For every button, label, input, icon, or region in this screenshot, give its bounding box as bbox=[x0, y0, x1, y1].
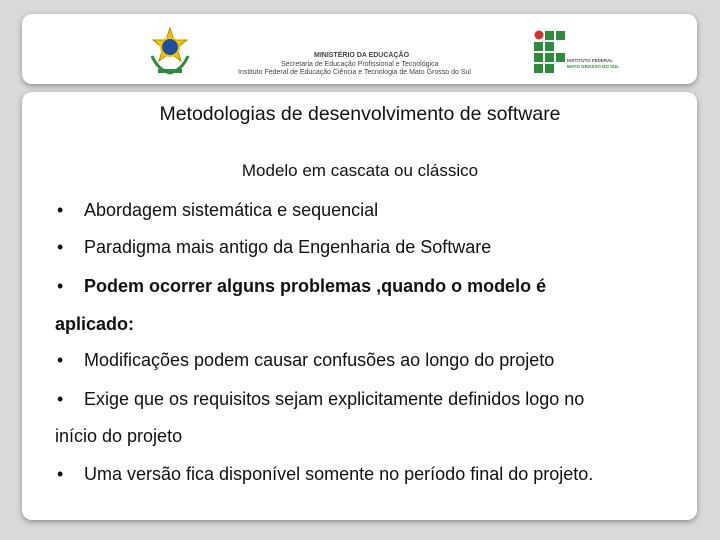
list-item-continuation: aplicado: bbox=[55, 314, 135, 334]
ministry-header-text bbox=[238, 52, 498, 78]
if-logo-line2: MATO GROSSO DO SUL bbox=[567, 64, 620, 69]
if-logo bbox=[534, 30, 566, 74]
institute-label: Instituto Federal de Educação Ciência e Tecnologia de Mato Grosso do Sul bbox=[238, 69, 471, 76]
list-item: Modificações podem causar confusões ao longo do projeto bbox=[84, 350, 555, 370]
brazil-coat-of-arms-logo bbox=[144, 26, 196, 78]
slide-title: Metodologias de desenvolvimento de software bbox=[159, 103, 561, 125]
list-item: Exige que os requisitos sejam explicitamente definidos logo no bbox=[84, 389, 585, 409]
bullet-icon: • bbox=[57, 200, 64, 220]
bullet-icon: • bbox=[57, 389, 64, 409]
bullet-icon: • bbox=[57, 237, 64, 257]
list-item: Paradigma mais antigo da Engenharia de Software bbox=[84, 237, 492, 257]
list-item: Uma versão fica disponível somente no período final do projeto. bbox=[84, 464, 594, 484]
ministry-label: MINISTÉRIO DA EDUCAÇÃO bbox=[314, 52, 410, 59]
list-item: Podem ocorrer alguns problemas ,quando o modelo é bbox=[84, 276, 547, 296]
list-item-continuation: início do projeto bbox=[55, 426, 183, 446]
list-item: Abordagem sistemática e sequencial bbox=[84, 200, 379, 220]
slide-content-card bbox=[22, 92, 697, 520]
bullet-icon: • bbox=[57, 464, 64, 484]
bullet-icon: • bbox=[57, 350, 64, 370]
secretariat-label: Secretaria de Educação Profissional e Tecnológica bbox=[281, 60, 439, 68]
bullet-icon: • bbox=[57, 276, 64, 296]
if-logo-text bbox=[567, 58, 623, 70]
if-logo-line1: INSTITUTO FEDERAL bbox=[567, 58, 614, 63]
slide-subtitle: Modelo em cascata ou clássico bbox=[241, 161, 479, 180]
